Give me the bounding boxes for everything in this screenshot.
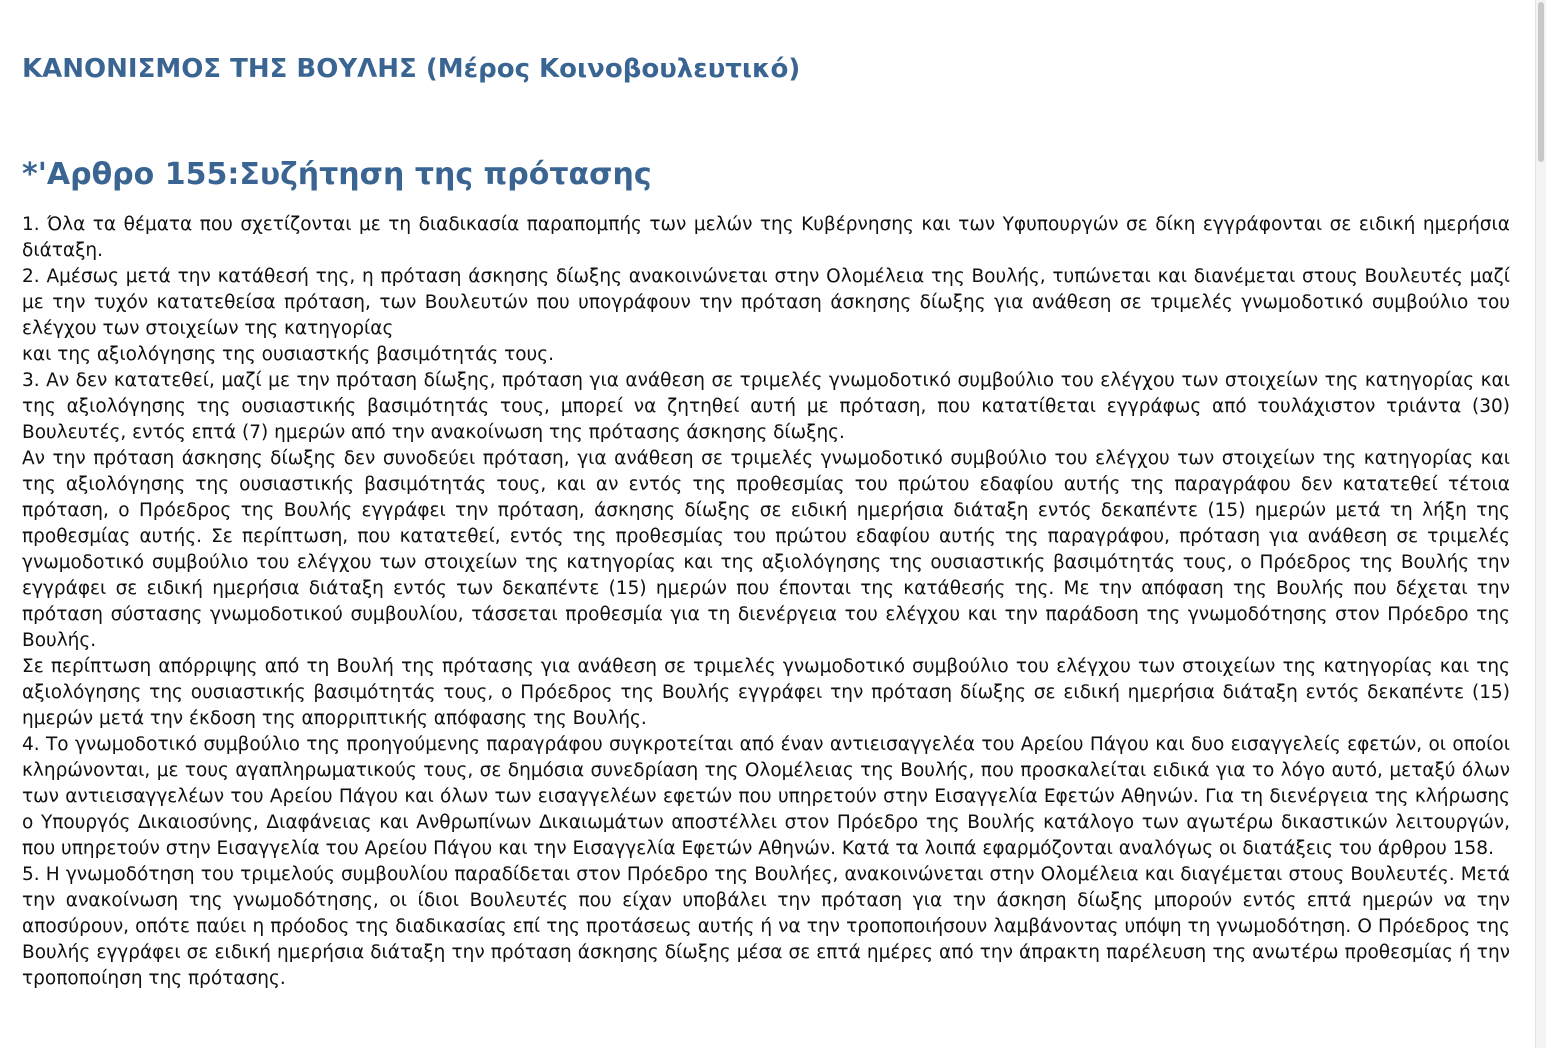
paragraph-3: 3. Αν δεν κατατεθεί, μαζί με την πρόταση δίωξης, πρόταση για ανάθεση σε τριμελές γνωμοδοτικό συμβούλιο του ελέγχου των στοιχείων της κατηγορίας και της αξιολόγησης της ουσιαστικής βασιμότητάς τους, μπορεί να ζητηθεί αυτή με πρόταση, που κατατίθεται εγγράφως από τουλάχιστον τριάντα (30) Βουλευτές, εντός επτά (7) ημερών από την ανακοίνωση της πρότασης άσκησης δίωξης.	[22, 370, 1510, 443]
article-body	[22, 212, 1510, 992]
paragraph-3-second: Αν την πρόταση άσκησης δίωξης δεν συνοδεύει πρόταση, για ανάθεση σε τριμελές γνωμοδοτικό συμβούλιο του ελέγχου των στοιχείων της κατηγορίας και της αξιολόγησης της ουσιαστικής βασιμότητάς τους, και αν εντός της προθεσμίας του πρώτου εδαφίου αυτής της παραγράφου δεν κατατεθεί τέτοια πρόταση, ο Πρόεδρος της Βουλής εγγράφει την πρόταση, άσκησης δίωξης σε ειδική ημερήσια διάταξη εντός δεκαπέντε (15) ημερών μετά τη λήξη της προθεσμίας αυτής. Σε περίπτωση, που κατατεθεί, εντός της προθεσμίας του πρώτου εδαφίου αυτής της παραγράφου, πρόταση για ανάθεση σε τριμελές γνωμοδοτικό συμβούλιο του ελέγχου των στοιχείων της κατηγορίας και της αξιολόγησης της ουσιαστικής βασιμότητάς τους, ο Πρόεδρος της Βουλής την εγγράφει σε ειδική ημερήσια διάταξη εντός των δεκαπέντε (15) ημερών που έπονται της κατάθεσής της. Με την απόφαση της Βουλής που δέχεται την πρόταση σύστασης γνωμοδοτικού συμβουλίου, τάσσεται προθεσμία για τη διενέργεια του ελέγχου και την παράδοση της γνωμοδότησης στον Πρόεδρο της Βουλής.	[22, 448, 1510, 651]
paragraph-4: 4. Το γνωμοδοτικό συμβούλιο της προηγούμενης παραγράφου συγκροτείται από έναν αντιεισαγγελέα του Αρείου Πάγου και δυο εισαγγελείς εφετών, οι οποίοι κληρώνονται, με τους αγαπληρωματικούς τους, σε δημόσια συνεδρίαση της Ολομέλειας της Βουλής, που προσκαλείται ειδικά για το λόγο αυτό, μεταξύ όλων των αντιεισαγγελέων του Αρείου Πάγου και όλων των εισαγγελέων εφετών που υπηρετούν στην Εισαγγελία Εφετών Αθηνών. Για τη διενέργεια της κλήρωσης ο Υπουργός Δικαιοσύνης, Διαφάνειας και Ανθρωπίνων Δικαιωμάτων αποστέλλει στον Πρόεδρο της Βουλής κατάλογο των αγωτέρω δικαστικών λειτουργών, που υπηρετούν στην Εισαγγελία του Αρείου Πάγου και την Εισαγγελία Εφετών Αθηνών. Κατά τα λοιπά εφαρμόζονται αναλόγως οι διατάξεις του άρθρου 158.	[22, 734, 1510, 859]
paragraph-3-third: Σε περίπτωση απόρριψης από τη Βουλή της πρότασης για ανάθεση σε τριμελές γνωμοδοτικό συμβούλιο του ελέγχου των στοιχείων της κατηγορίας και της αξιολόγησης της ουσιαστικής βασιμότητάς τους, ο Πρόεδρος της Βουλής εγγράφει την πρόταση δίωξης σε ειδική ημερήσια διάταξη εντός δεκαπέντε (15) ημερών μετά την έκδοση της απορριπτικής απόφασης της Βουλής.	[22, 656, 1510, 729]
paragraph-5: 5. Η γνωμοδότηση του τριμελούς συμβουλίου παραδίδεται στον Πρόεδρο της Βουλήες, ανακοινώνεται στην Ολομέλεια και διαγέμεται στους Βουλευτές. Μετά την ανακοίνωση της γνωμοδότησης, οι ίδιοι Βουλευτές που είχαν υποβάλει την πρόταση για την άσκηση δίωξης μπορούν εντός επτά ημερών να την αποσύρουν, οπότε παύει η πρόοδος της διαδικασίας επί της προτάσεως αυτής ή να την τροποποιήσουν λαμβάνοντας υπόψη τη γνωμοδότηση. Ο Πρόεδρος της Βουλής εγγράφει σε ειδική ημερήσια διάταξη την πρόταση άσκησης δίωξης μέσα σε επτά ημέρες από την άπρακτη παρέλευση της ανωτέρω προθεσμίας ή την τροποποίηση της πρότασης.	[22, 864, 1510, 989]
paragraph-2: 2. Αμέσως μετά την κατάθεσή της, η πρόταση άσκησης δίωξης ανακοινώνεται στην Ολομέλεια της Βουλής, τυπώνεται και διανέμεται στους Βουλευτές μαζί με την τυχόν κατατεθείσα πρόταση, των Βουλευτών που υπογράφουν την πρόταση άσκησης δίωξης για ανάθεση σε τριμελές γνωμοδοτικό συμβούλιο του ελέγχου των στοιχείων της κατηγορίας	[22, 266, 1510, 339]
scrollbar-thumb[interactable]	[1538, 2, 1544, 162]
article-heading: *'Αρθρο 155:Συζήτηση της πρότασης	[22, 157, 652, 192]
paragraph-1: 1. Όλα τα θέματα που σχετίζονται με τη διαδικασία παραπομπής των μελών της Κυβέρνησης και των Υφυπουργών σε δίκη εγγράφονται σε ειδική ημερήσια διάταξη.	[22, 214, 1510, 261]
paragraph-2-continuation: και της αξιολόγησης της ουσιαστκής βασιμότητάς τους.	[22, 344, 555, 365]
vertical-scrollbar[interactable]	[1535, 0, 1546, 1048]
document-title: ΚΑΝΟΝΙΣΜΟΣ ΤΗΣ ΒΟΥΛΗΣ (Μέρος Κοινοβουλευτικό)	[22, 54, 801, 84]
